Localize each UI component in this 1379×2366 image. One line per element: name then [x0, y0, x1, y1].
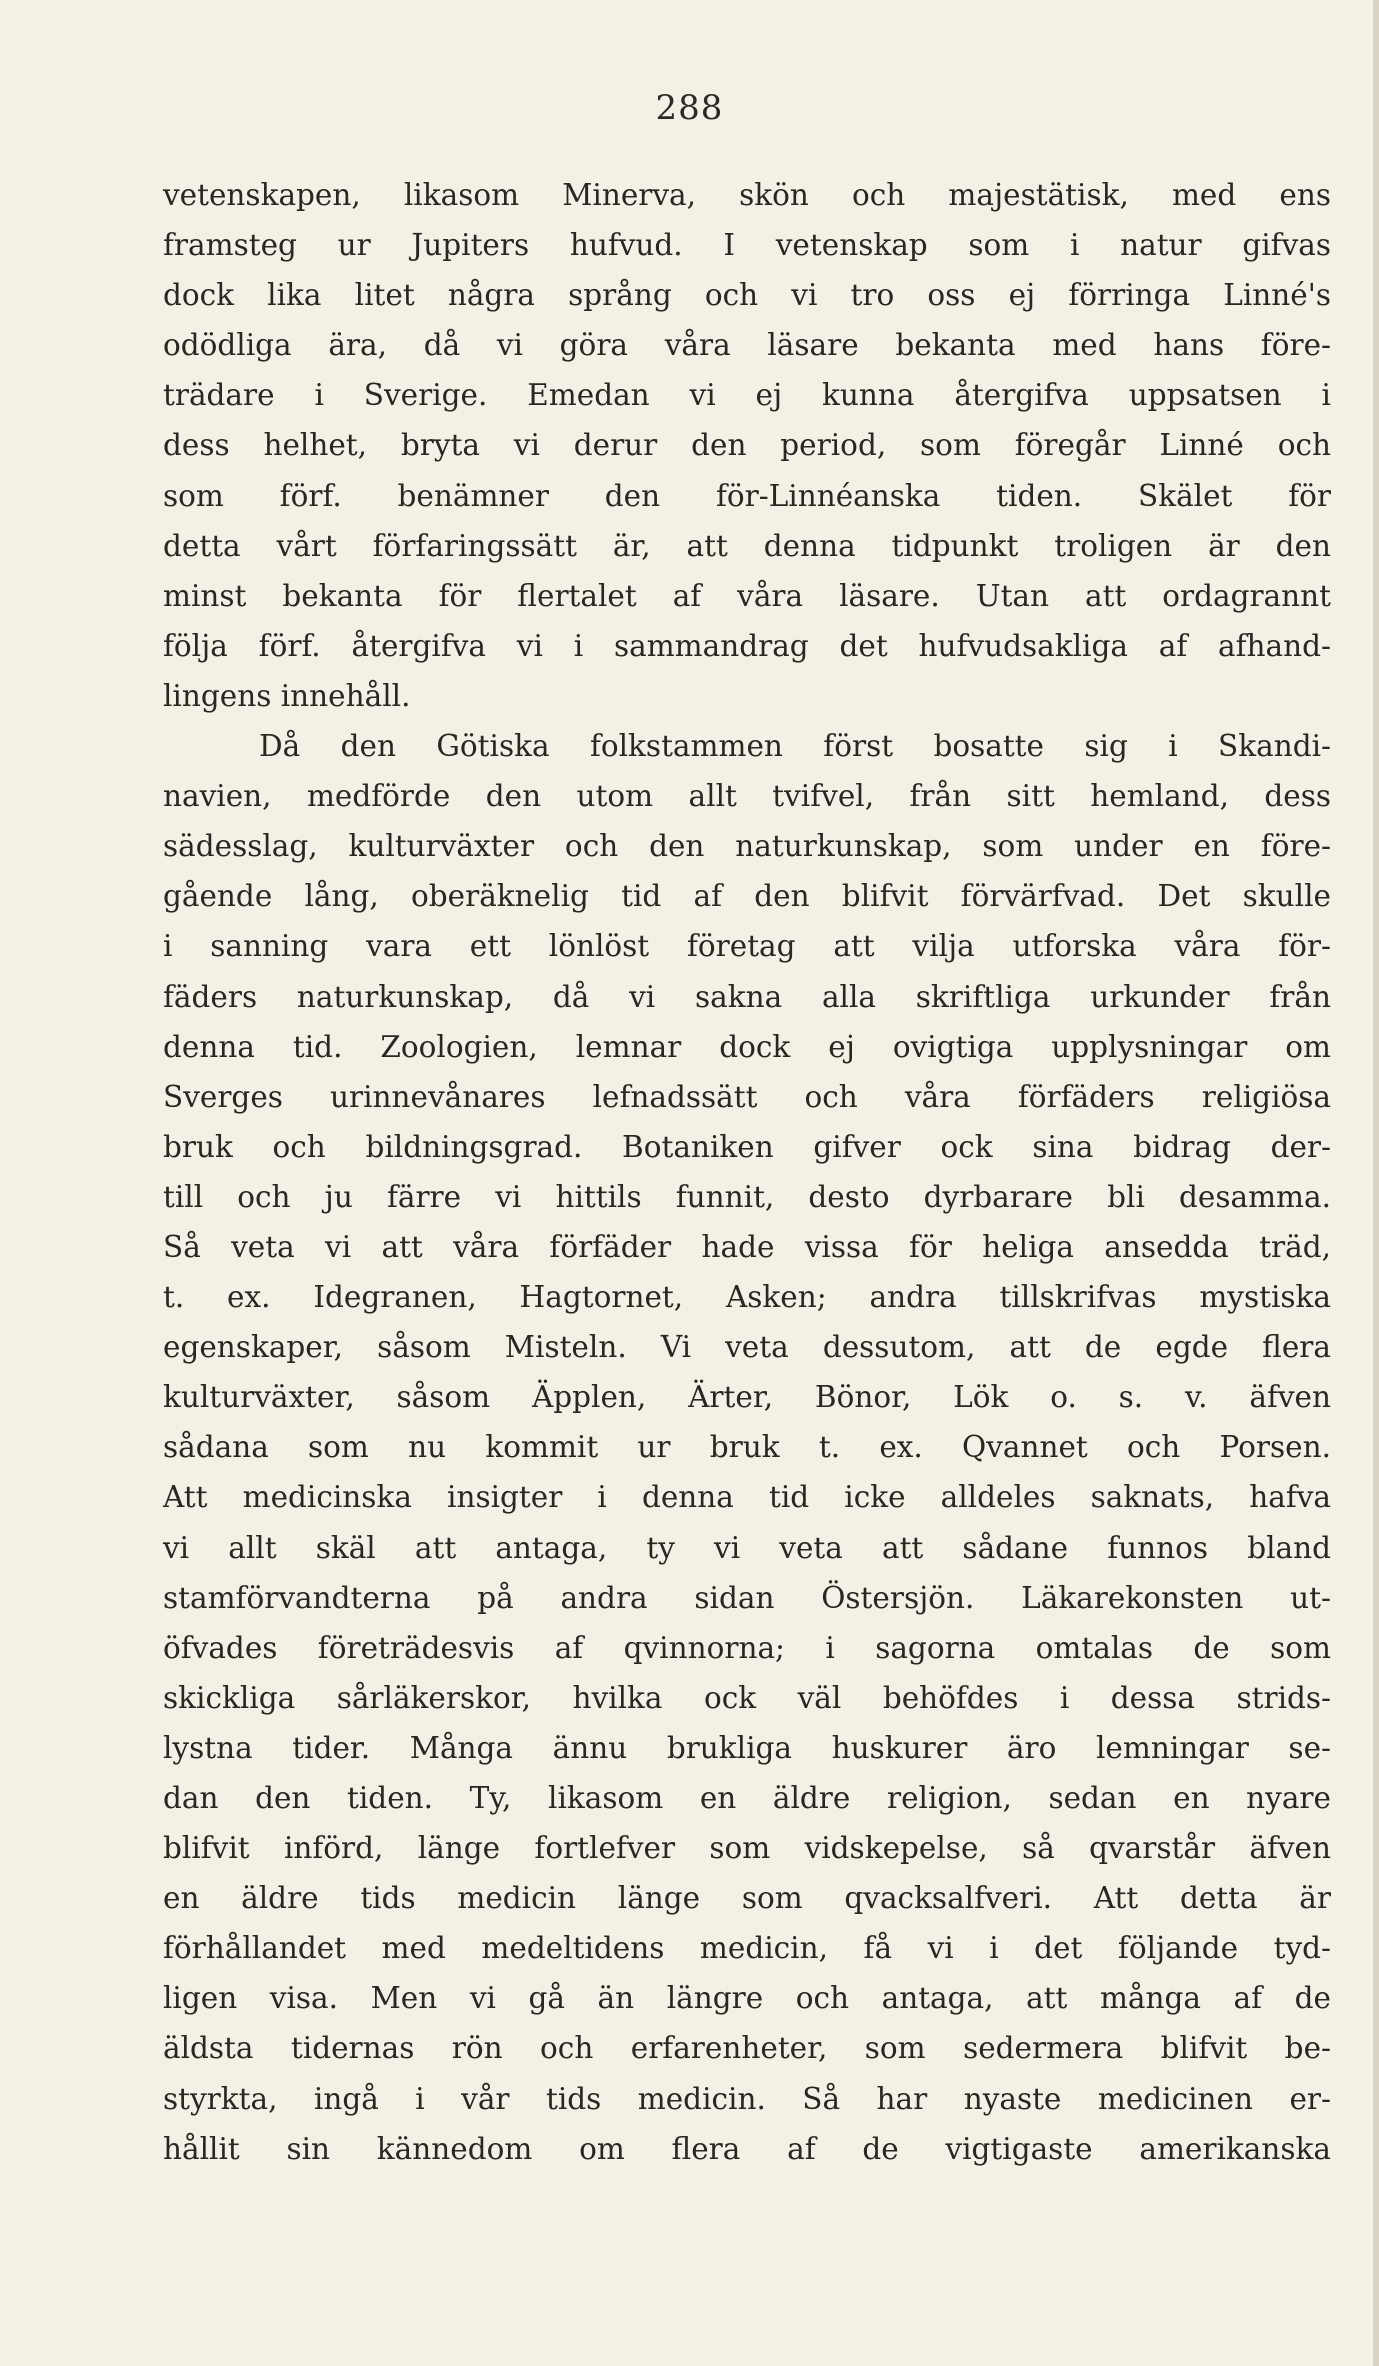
text-line: Sverges urinnevånares lefnadssätt och våra förfäders religiösa [163, 1079, 1331, 1114]
text-line: Att medicinska insigter i denna tid icke alldeles saknats, hafva [163, 1480, 1331, 1515]
page-edge [1373, 0, 1379, 2366]
text-line: en äldre tids medicin länge som qvacksalfveri. Att detta är [163, 1881, 1331, 1916]
text-line: ligen visa. Men vi gå än längre och antaga, att många af de [163, 1981, 1331, 2016]
text-line: öfvades företrädesvis af qvinnorna; i sagorna omtalas de som [163, 1630, 1331, 1665]
text-line: sädesslag, kulturväxter och den naturkunskap, som under en före- [163, 829, 1331, 864]
text-line: till och ju färre vi hittils funnit, desto dyrbarare bli desamma. [163, 1179, 1331, 1214]
text-line: detta vårt förfaringssätt är, att denna tidpunkt troligen är den [163, 528, 1331, 563]
text-line: stamförvandterna på andra sidan Östersjön. Läkarekonsten ut- [163, 1580, 1331, 1615]
text-line: odödliga ära, då vi göra våra läsare bekanta med hans före- [163, 328, 1331, 363]
text-line: hållit sin kännedom om flera af de vigtigaste amerikanska [163, 2131, 1331, 2166]
paragraph-start-line: Då den Götiska folkstammen först bosatte sig i Skandi- [259, 729, 1331, 764]
text-line: lystna tider. Många ännu brukliga huskurer äro lemningar se- [163, 1730, 1331, 1765]
text-line: minst bekanta för flertalet af våra läsare. Utan att ordagrannt [163, 578, 1331, 613]
text-line: denna tid. Zoologien, lemnar dock ej ovigtiga upplysningar om [163, 1029, 1331, 1064]
text-line: följa förf. återgifva vi i sammandrag det hufvudsakliga af afhand- [163, 628, 1331, 663]
body-text [163, 170, 1331, 2174]
text-line: vi allt skäl att antaga, ty vi veta att sådane funnos bland [163, 1530, 1331, 1565]
text-line: lingens innehåll. [163, 678, 411, 713]
text-line: dess helhet, bryta vi derur den period, som föregår Linné och [163, 428, 1331, 463]
text-line: som förf. benämner den för-Linnéanska tiden. Skälet för [163, 478, 1331, 513]
text-line: blifvit införd, länge fortlefver som vidskepelse, så qvarstår äfven [163, 1831, 1331, 1866]
text-line: t. ex. Idegranen, Hagtornet, Asken; andra tillskrifvas mystiska [163, 1280, 1331, 1315]
text-line: gående lång, oberäknelig tid af den blifvit förvärfvad. Det skulle [163, 879, 1331, 914]
text-line: kulturväxter, såsom Äpplen, Ärter, Bönor, Lök o. s. v. äfven [163, 1380, 1331, 1415]
text-line: dan den tiden. Ty, likasom en äldre religion, sedan en nyare [163, 1781, 1331, 1815]
text-line: styrkta, ingå i vår tids medicin. Så har nyaste medicinen er- [163, 2081, 1331, 2116]
text-line: egenskaper, såsom Misteln. Vi veta dessutom, att de egde flera [163, 1330, 1331, 1365]
text-line: vetenskapen, likasom Minerva, skön och majestätisk, med ens [163, 178, 1331, 212]
text-line: navien, medförde den utom allt tvifvel, från sitt hemland, dess [163, 779, 1331, 814]
text-line: bruk och bildningsgrad. Botaniken gifver ock sina bidrag der- [163, 1129, 1331, 1164]
text-line: sådana som nu kommit ur bruk t. ex. Qvannet och Porsen. [163, 1430, 1331, 1465]
text-line: skickliga sårläkerskor, hvilka ock väl behöfdes i dessa strids- [163, 1680, 1331, 1715]
text-line: äldsta tidernas rön och erfarenheter, som sedermera blifvit be- [163, 2031, 1331, 2066]
page-number: 288 [655, 88, 724, 128]
text-line: fäders naturkunskap, då vi sakna alla skriftliga urkunder från [163, 979, 1331, 1014]
text-line: förhållandet med medeltidens medicin, få vi i det följande tyd- [163, 1931, 1331, 1966]
text-line: framsteg ur Jupiters hufvud. I vetenskap som i natur gifvas [163, 228, 1331, 263]
text-line: Så veta vi att våra förfäder hade vissa för heliga ansedda träd, [163, 1229, 1331, 1264]
text-line: i sanning vara ett lönlöst företag att vilja utforska våra för- [163, 929, 1331, 964]
text-line: dock lika litet några språng och vi tro oss ej förringa Linné's [163, 278, 1331, 313]
text-line: trädare i Sverige. Emedan vi ej kunna återgifva uppsatsen i [163, 378, 1331, 413]
